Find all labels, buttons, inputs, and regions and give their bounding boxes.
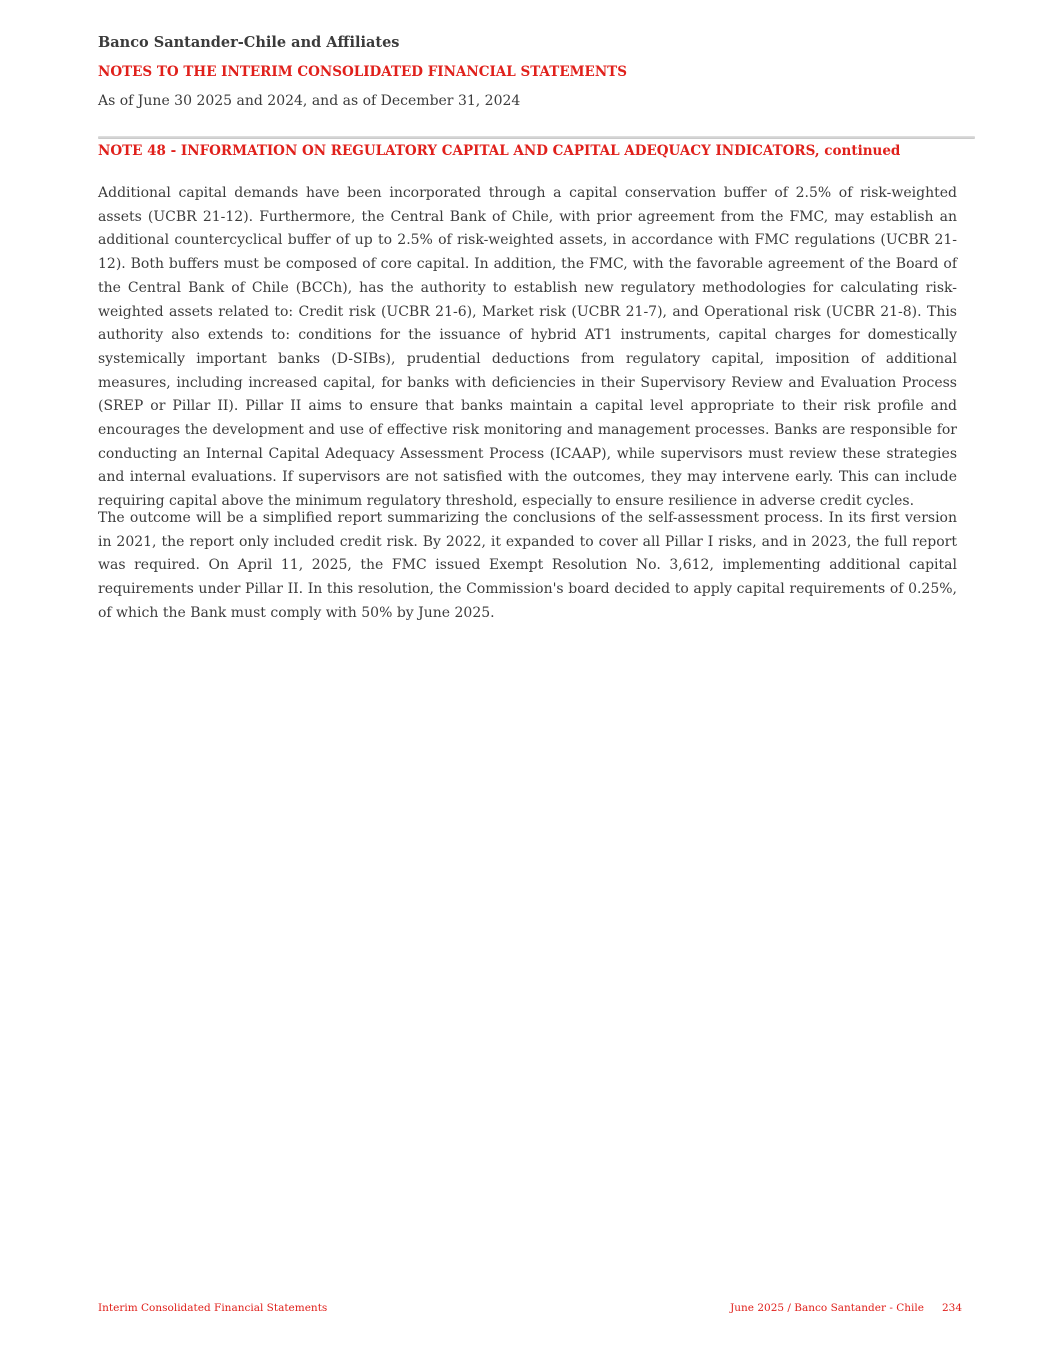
footer-document-title: Interim Consolidated Financial Statements [98,1302,328,1314]
company-name: Banco Santander-Chile and Affiliates [98,34,400,51]
notes-title: NOTES TO THE INTERIM CONSOLIDATED FINANCIAL STATEMENTS [98,64,627,80]
footer-right [730,1302,962,1314]
footer-period-bank: June 2025 / Banco Santander - Chile [730,1302,924,1314]
body-paragraph-1: Additional capital demands have been incorporated through a capital conservation buffer of 2.5% of risk-weighted assets (UCBR 21-12). Furthermore, the Central Bank of Chile, with prior agreement from the FMC, may establish an additional countercyclical buffer of up to 2.5% of risk-weighted assets, in accordance with FMC regulations (UCBR 21-12). Both buffers must be composed of core capital. In addition, the FMC, with the favorable agreement of the Board of the Central Bank of Chile (BCCh), has the authority to establish new regulatory methodologies for calculating risk-weighted assets related to: Credit risk (UCBR 21-6), Market risk (UCBR 21-7), and Operational risk (UCBR 21-8). This authority also extends to: conditions for the issuance of hybrid AT1 instruments, capital charges for domestically systemically important banks (D-SIBs), prudential deductions from regulatory capital, imposition of additional measures, including increased capital, for banks with deficiencies in their Supervisory Review and Evaluation Process (SREP or Pillar II). Pillar II aims to ensure that banks maintain a capital level appropriate to their risk profile and encourages the development and use of effective risk monitoring and management processes. Banks are responsible for conducting an Internal Capital Adequacy Assessment Process (ICAAP), while supervisors must review these strategies and internal evaluations. If supervisors are not satisfied with the outcomes, they may intervene early. This can include requiring capital above the minimum regulatory threshold, especially to ensure resilience in adverse credit cycles. [98,185,957,510]
body-paragraph-2: The outcome will be a simplified report summarizing the conclusions of the self-assessment process. In its first version in 2021, the report only included credit risk. By 2022, it expanded to cover all Pillar I risks, and in 2023, the full report was required. On April 11, 2025, the FMC issued Exempt Resolution No. 3,612, implementing additional capital requirements under Pillar II. In this resolution, the Commission's board decided to apply capital requirements of 0.25%, of which the Bank must comply with 50% by June 2025. [98,510,957,621]
note-heading: NOTE 48 - INFORMATION ON REGULATORY CAPITAL AND CAPITAL ADEQUACY INDICATORS, continued [98,143,901,159]
header-divider [98,136,975,139]
page-number: 234 [941,1302,962,1314]
reporting-period: As of June 30 2025 and 2024, and as of December 31, 2024 [98,93,521,109]
